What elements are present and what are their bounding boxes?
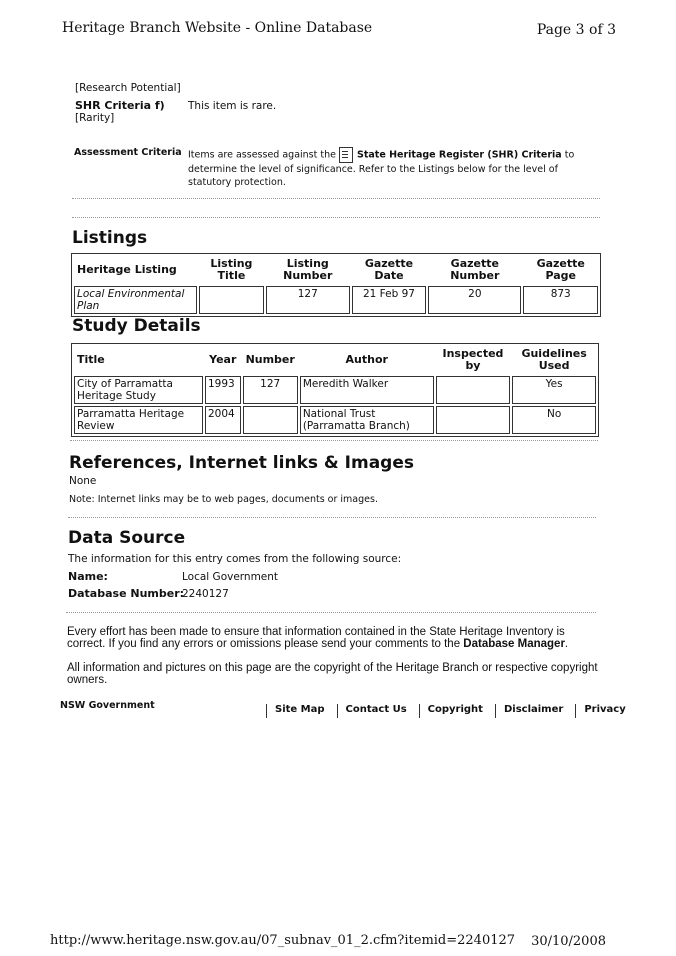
- print-date: 30/10/2008: [531, 934, 606, 949]
- table-cell: 127: [243, 376, 298, 404]
- database-number-value: 2240127: [182, 588, 229, 600]
- footer-nav: [266, 704, 638, 718]
- assessment-text-before: Items are assessed against the: [188, 149, 336, 161]
- name-value: Local Government: [182, 571, 279, 583]
- research-potential-label: [Research Potential]: [75, 82, 181, 94]
- divider: [72, 217, 600, 218]
- table-cell: 21 Feb 97: [352, 286, 427, 314]
- page-number: Page 3 of 3: [536, 22, 616, 38]
- references-note: Note: Internet links may be to web pages, documents or images.: [69, 494, 378, 505]
- copyright-line2: owners.: [67, 674, 108, 686]
- study-header-row: [74, 346, 596, 374]
- table-row: [74, 376, 596, 404]
- divider: [70, 440, 598, 441]
- table-cell: Local Environmental Plan: [74, 286, 197, 314]
- table-cell: 873: [523, 286, 598, 314]
- column-header: Year: [209, 353, 237, 366]
- data-source-intro: The information for this entry comes from the following source:: [68, 553, 402, 565]
- rarity-label: [Rarity]: [75, 112, 115, 124]
- table-cell: National Trust (Parramatta Branch): [300, 406, 434, 434]
- table-cell: [436, 406, 511, 434]
- table-cell: [199, 286, 264, 314]
- divider: [68, 517, 596, 518]
- listings-heading: Listings: [72, 228, 148, 248]
- assessment-criteria-label: Assessment Criteria: [74, 147, 182, 158]
- disclaimer-period: .: [564, 638, 569, 650]
- column-header: Listing Number: [283, 257, 333, 282]
- footer-link-disclaimer[interactable]: Disclaimer: [503, 704, 564, 715]
- name-label: Name:: [68, 570, 108, 583]
- nsw-government-label: NSW Government: [60, 700, 155, 711]
- document-title: Heritage Branch Website - Online Database: [62, 20, 373, 36]
- shr-criteria-f-label: SHR Criteria f): [75, 99, 165, 112]
- table-cell: [436, 376, 511, 404]
- table-cell: City of Parramatta Heritage Study: [74, 376, 203, 404]
- assessment-text-line2: determine the level of significance. Refer to the Listings below for the level of: [188, 164, 558, 175]
- disclaimer-line1: Every effort has been made to ensure that information contained in the State Heritage Inventory is: [67, 626, 565, 638]
- copyright-line1: All information and pictures on this page are the copyright of the Heritage Branch or respective copyright: [67, 662, 598, 674]
- shr-criteria-link[interactable]: State Heritage Register (SHR) Criteria: [357, 149, 562, 161]
- table-cell: 127: [266, 286, 350, 314]
- column-header: Title: [77, 353, 105, 366]
- listings-table: [71, 253, 601, 317]
- study-details-table: [71, 343, 599, 437]
- page-url: http://www.heritage.nsw.gov.au/07_subnav_01_2.cfm?itemid=2240127: [50, 933, 516, 948]
- footer-link-contact-us[interactable]: Contact Us: [345, 704, 407, 715]
- table-cell: [243, 406, 298, 434]
- column-header: Gazette Page: [536, 257, 585, 282]
- table-row: [74, 286, 598, 314]
- table-cell: 2004: [205, 406, 241, 434]
- copyright-paragraph: [67, 662, 607, 686]
- database-number-label: Database Number:: [68, 587, 185, 600]
- table-cell: Meredith Walker: [300, 376, 434, 404]
- database-manager-link[interactable]: Database Manager: [463, 638, 565, 650]
- table-cell: No: [512, 406, 596, 434]
- data-source-heading: Data Source: [68, 528, 186, 548]
- disclaimer-line2: correct. If you find any errors or omissions please send your comments to the: [67, 638, 461, 650]
- table-row: [74, 406, 596, 434]
- footer-link-copyright[interactable]: Copyright: [427, 704, 483, 715]
- references-none: None: [69, 475, 97, 487]
- assessment-text-line3: statutory protection.: [188, 177, 286, 188]
- assessment-criteria-text: [188, 147, 608, 189]
- disclaimer-paragraph: [67, 626, 607, 650]
- table-cell: Parramatta Heritage Review: [74, 406, 203, 434]
- footer-link-site-map[interactable]: Site Map: [275, 704, 325, 715]
- column-header: Number: [245, 353, 295, 366]
- listings-header-row: [74, 256, 598, 284]
- references-heading: References, Internet links & Images: [69, 453, 414, 473]
- column-header: Author: [345, 353, 388, 366]
- footer-link-privacy[interactable]: Privacy: [584, 704, 626, 715]
- pdf-document-icon[interactable]: [339, 147, 353, 163]
- column-header: Inspected by: [442, 347, 504, 372]
- column-header: Guidelines Used: [521, 347, 587, 372]
- column-header: Heritage Listing: [77, 263, 177, 276]
- divider: [66, 612, 596, 613]
- column-header: Gazette Date: [364, 257, 414, 282]
- column-header: Gazette Number: [450, 257, 500, 282]
- assessment-text-after: to: [564, 149, 575, 161]
- study-details-heading: Study Details: [72, 316, 201, 336]
- shr-criteria-f-text: This item is rare.: [188, 100, 277, 112]
- table-cell: Yes: [512, 376, 596, 404]
- table-cell: 1993: [205, 376, 241, 404]
- table-cell: 20: [428, 286, 521, 314]
- divider: [72, 198, 600, 199]
- column-header: Listing Title: [210, 257, 253, 282]
